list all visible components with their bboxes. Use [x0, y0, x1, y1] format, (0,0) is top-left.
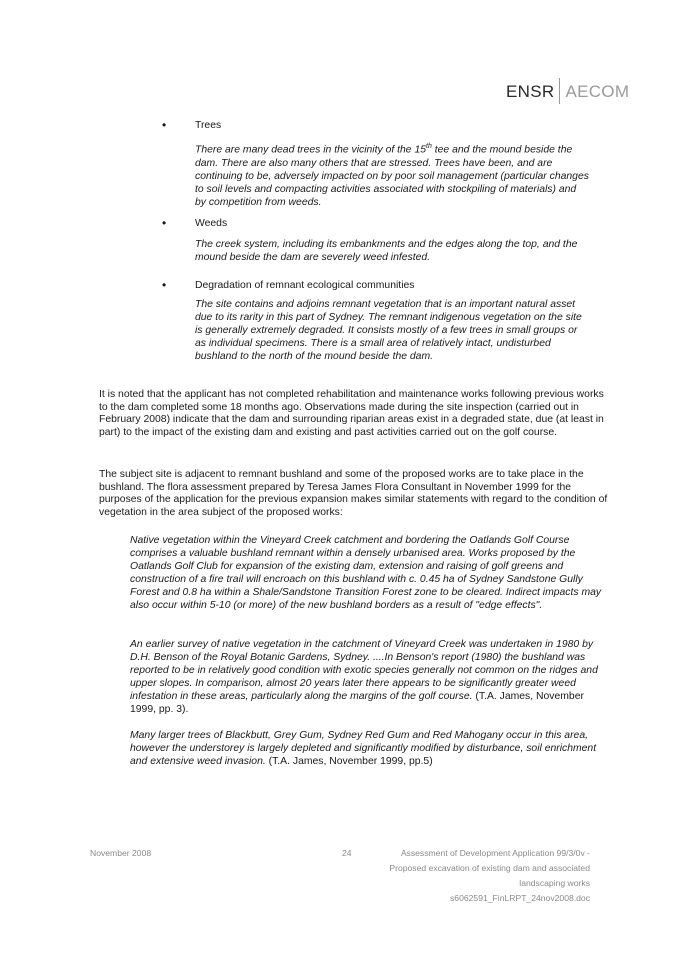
bullet-body-text: tee and the mound beside the dam. There are also many others that are stressed. Trees have been, and are continuing to be, adversely impacted on by poor soil management (particular changes to soil levels and compacting activities associated with stockpiling of materials) and by competition from weeds.	[195, 144, 589, 208]
footer-doc-line: landscaping works	[519, 878, 590, 888]
logo-aecom-text: AECOM	[565, 82, 630, 101]
logo-ensr-text: ENSR	[506, 82, 555, 101]
footer-doc-line: Assessment of Development Application 99/3/0v -	[400, 848, 590, 858]
footer-date: November 2008	[90, 848, 152, 858]
logo-divider	[559, 78, 560, 104]
bullet-title-trees: Trees	[195, 120, 222, 131]
quoted-passage	[130, 535, 610, 612]
quote-citation: (T.A. James, November 1999, pp. 3).	[130, 690, 584, 715]
footer-page-number: 24	[342, 848, 352, 858]
quote-citation: (T.A. James, November 1999, pp.5)	[265, 755, 433, 767]
bullet-body-degradation: The site contains and adjoins remnant vegetation that is an important natural asset due to its rarity in this part of Sydney. The remnant indigenous vegetation on the site is generally extremely degraded. It consists mostly of a few trees in small groups or as individual specimens. There is a small area of relatively intact, undisturbed bushland to the north of the mound beside the dam.	[195, 299, 582, 363]
company-logo	[506, 78, 629, 104]
body-paragraph: The subject site is adjacent to remnant bushland and some of the proposed works are to take place in the bushland. The flora assessment prepared by Teresa James Flora Consultant in November 1999 for the purposes of the application for the previous expansion makes similar statements with regard to the condition of vegetation in the area subject of the proposed works:	[99, 469, 608, 518]
bullet-marker: •	[162, 118, 167, 132]
superscript: th	[426, 143, 432, 150]
footer-doc-line: Proposed excavation of existing dam and associated	[389, 863, 590, 873]
bullet-title-degradation: Degradation of remnant ecological communities	[195, 280, 415, 291]
quoted-passage	[130, 730, 610, 769]
bullet-title-weeds: Weeds	[195, 218, 228, 229]
quote-text: Native vegetation within the Vineyard Creek catchment and bordering the Oatlands Golf Course comprises a valuable bushland remnant within a densely urbanised area. Works proposed by the Oatlands Golf Club for expansion of the existing dam, extension and raising of golf greens and construction of a fire trail will encroach on this bushland with c. 0.45 ha of Sydney Sandstone Gully Forest and 0.8 ha within a Shale/Sandstone Transition Forest zone to be cleared. Indirect impacts may also occur within 5-10 (or more) of the new bushland borders as a result of "edge effects".	[130, 535, 602, 611]
bullet-body-trees	[195, 140, 590, 209]
footer-doc-line: s6062591_FinLRPT_24nov2008.doc	[450, 893, 590, 903]
bullet-marker: •	[162, 216, 167, 230]
footer-document-info	[382, 846, 590, 906]
bullet-marker: •	[162, 278, 167, 292]
body-paragraph: It is noted that the applicant has not completed rehabilitation and maintenance works following previous works to the dam completed some 18 months ago. Observations made during the site inspection (carried out in February 2008) indicate that the dam and surrounding riparian areas exist in a degraded state, due (at least in part) to the impact of the existing dam and existing and past activities carried out on the golf course.	[99, 389, 604, 438]
bullet-body-text: There are many dead trees in the vicinity of the 15	[195, 144, 427, 156]
quote-text: Many larger trees of Blackbutt, Grey Gum, Sydney Red Gum and Red Mahogany occur in this area, however the understorey is largely depleted and significantly modified by disturbance, soil enrichment and extensive weed invasion.	[130, 730, 597, 767]
bullet-body-weeds: The creek system, including its embankments and the edges along the top, and the mound beside the dam are severely weed infested.	[195, 239, 578, 264]
quoted-passage	[130, 639, 610, 716]
quote-text: An earlier survey of native vegetation in the catchment of Vineyard Creek was undertaken in 1980 by D.H. Benson of the Royal Botanic Gardens, Sydney. ....In Benson's report (1980) the bushland was reported to be in relatively good condition with exotic species generally not common on the ridges and upper slopes. In comparison, almost 20 years later there appears to be significantly greater weed infestation in these areas, particularly along the margins of the golf course.	[130, 639, 598, 702]
